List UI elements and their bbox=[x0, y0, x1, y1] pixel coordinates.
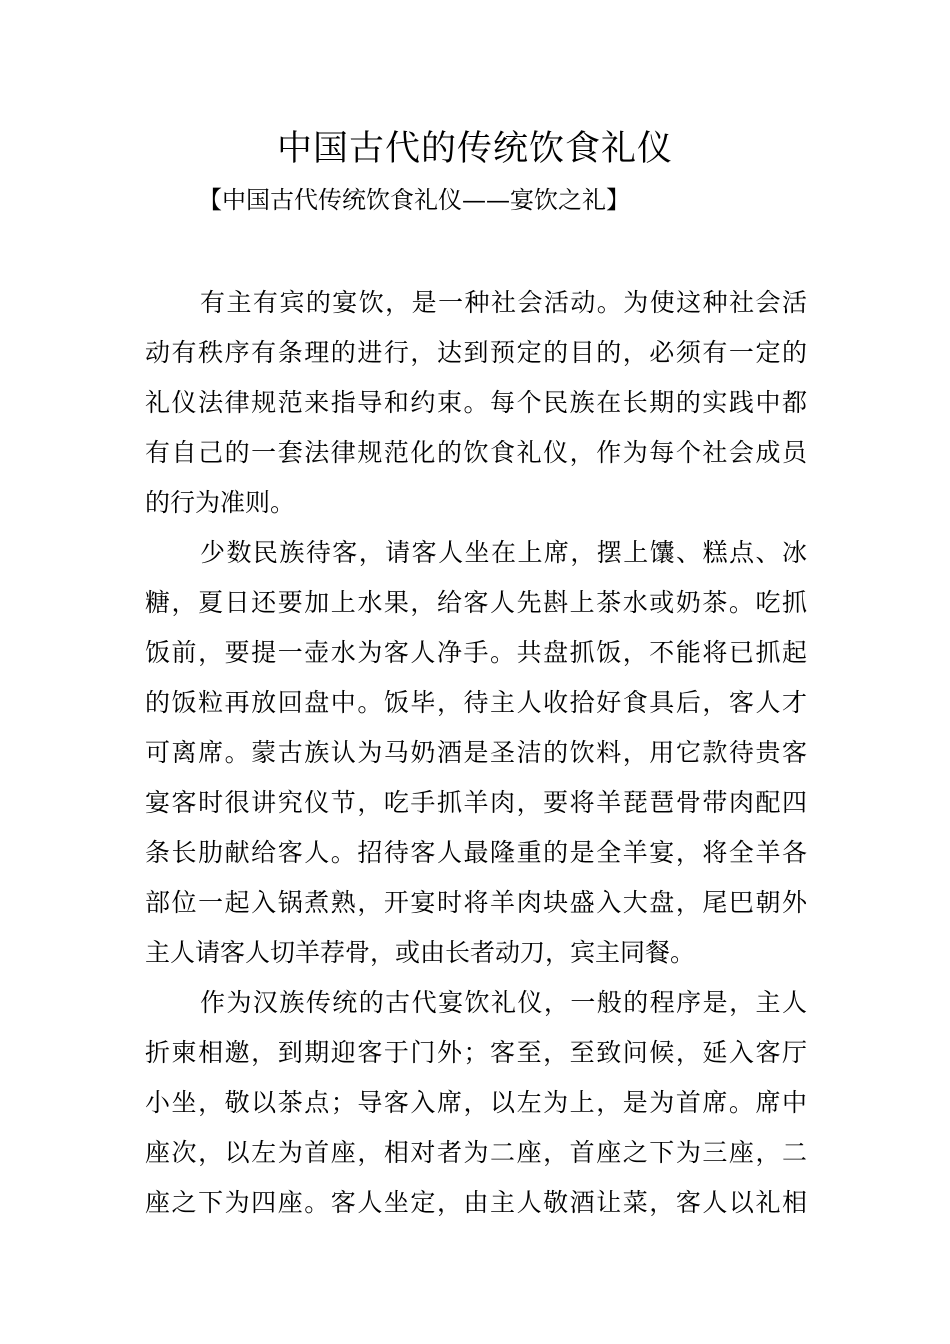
paragraph-2 bbox=[145, 528, 807, 978]
paragraph-1 bbox=[145, 278, 807, 528]
text-line: 作为汉族传统的古代宴饮礼仪，一般的程序是，主人 bbox=[200, 988, 807, 1017]
document-subtitle: 【中国古代传统饮食礼仪——宴饮之礼】 bbox=[198, 186, 630, 214]
text-line: 宴客时很讲究仪节，吃手抓羊肉，要将羊琵琶骨带肉配四 bbox=[145, 788, 807, 817]
document-body bbox=[145, 278, 807, 1228]
text-line: 的饭粒再放回盘中。饭毕，待主人收拾好食具后，客人才 bbox=[145, 688, 807, 717]
text-line: 的行为准则。 bbox=[145, 488, 296, 517]
text-line: 座之下为四座。客人坐定，由主人敬酒让菜，客人以礼相 bbox=[145, 1188, 807, 1217]
paragraph-3 bbox=[145, 978, 807, 1228]
text-line: 部位一起入锅煮熟，开宴时将羊肉块盛入大盘，尾巴朝外 bbox=[145, 888, 807, 917]
text-line: 动有秩序有条理的进行，达到预定的目的，必须有一定的 bbox=[145, 338, 807, 367]
text-line: 有主有宾的宴饮，是一种社会活动。为使这种社会活 bbox=[200, 288, 807, 317]
document-title: 中国古代的传统饮食礼仪 bbox=[276, 129, 673, 169]
text-line: 条长肋献给客人。招待客人最隆重的是全羊宴，将全羊各 bbox=[145, 838, 807, 867]
text-line: 糖，夏日还要加上水果，给客人先斟上茶水或奶茶。吃抓 bbox=[145, 588, 807, 617]
text-line: 主人请客人切羊荐骨，或由长者动刀，宾主同餐。 bbox=[145, 938, 696, 967]
text-line: 饭前，要提一壶水为客人净手。共盘抓饭，不能将已抓起 bbox=[145, 638, 807, 667]
text-line: 折柬相邀，到期迎客于门外；客至，至致问候，延入客厅 bbox=[145, 1038, 807, 1067]
text-line: 可离席。蒙古族认为马奶酒是圣洁的饮料，用它款待贵客 bbox=[145, 738, 807, 767]
text-line: 礼仪法律规范来指导和约束。每个民族在长期的实践中都 bbox=[145, 388, 807, 417]
text-line: 座次，以左为首座，相对者为二座，首座之下为三座，二 bbox=[145, 1138, 807, 1167]
text-line: 小坐，敬以茶点；导客入席，以左为上，是为首席。席中 bbox=[145, 1088, 807, 1117]
text-line: 有自己的一套法律规范化的饮食礼仪，作为每个社会成员 bbox=[145, 438, 807, 467]
text-line: 少数民族待客，请客人坐在上席，摆上馕、糕点、冰 bbox=[200, 538, 807, 567]
